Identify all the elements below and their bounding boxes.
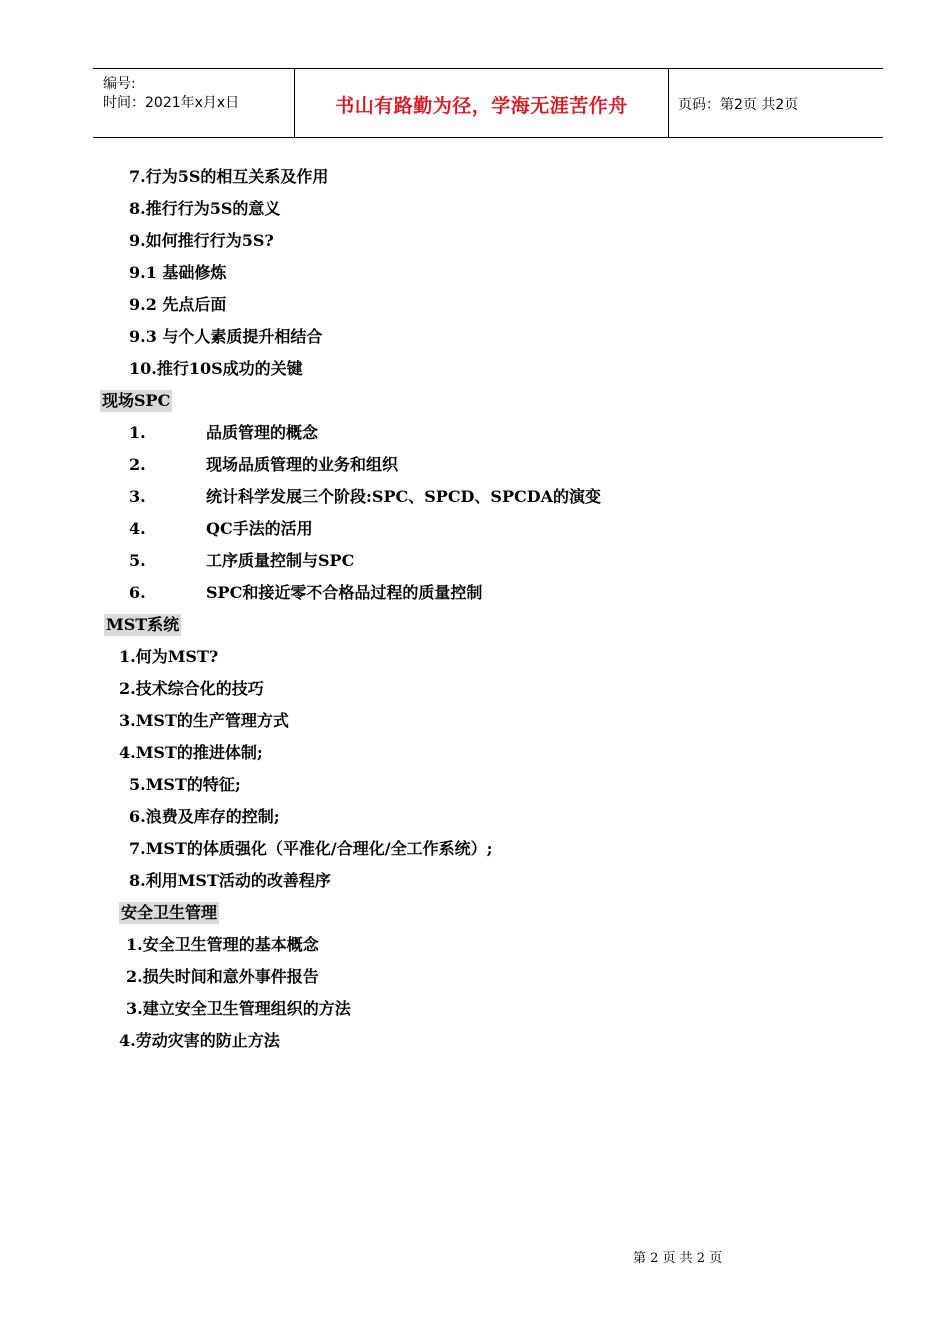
header-page-cell (668, 69, 883, 137)
spc-item-number: 1. (129, 423, 146, 442)
serial-label: 编号: (103, 76, 136, 92)
section-title-spc: 现场SPC (102, 391, 171, 410)
list-item: 9.如何推行行为5S? (129, 231, 274, 250)
motto-text: 书山有路勤为径，学海无涯苦作舟 (335, 95, 628, 117)
spc-item-text: 工序质量控制与SPC (206, 551, 355, 570)
list-item: 7.MST的体质强化（平准化/合理化/全工作系统）; (129, 839, 493, 858)
page-footer: 第 2 页 共 2 页 (633, 1251, 723, 1266)
list-item: 4.MST的推进体制; (119, 743, 263, 762)
list-item: 9.2 先点后面 (129, 295, 227, 314)
list-item: 6.浪费及库存的控制; (129, 807, 280, 826)
list-item: 2.损失时间和意外事件报告 (126, 967, 319, 986)
spc-item-text: 现场品质管理的业务和组织 (206, 455, 399, 474)
list-item: 1.安全卫生管理的基本概念 (126, 935, 319, 954)
spc-item-text: 统计科学发展三个阶段:SPC、SPCD、SPCDA的演变 (206, 487, 602, 506)
page-number-label: 页码：第2页 共2页 (678, 97, 799, 113)
spc-item-number: 4. (129, 519, 146, 538)
list-item: 5.MST的特征; (129, 775, 241, 794)
header-meta-cell (93, 69, 294, 137)
list-item: 1.何为MST? (119, 647, 219, 666)
spc-item-number: 3. (129, 487, 146, 506)
spc-item-number: 2. (129, 455, 146, 474)
list-item: 10.推行10S成功的关键 (129, 359, 303, 378)
page-header (93, 68, 883, 138)
list-item: 9.1 基础修炼 (129, 263, 227, 282)
spc-item-text: QC手法的活用 (206, 519, 313, 538)
spc-item-text: 品质管理的概念 (206, 423, 319, 442)
time-label: 时间：2021年x月x日 (103, 95, 240, 111)
list-item: 2.技术综合化的技巧 (119, 679, 264, 698)
list-item: 4.劳动灾害的防止方法 (119, 1031, 280, 1050)
list-item: 3.MST的生产管理方式 (119, 711, 289, 730)
list-item: 8.利用MST活动的改善程序 (129, 871, 331, 890)
section-title-safety: 安全卫生管理 (121, 903, 218, 922)
list-item: 9.3 与个人素质提升相结合 (129, 327, 323, 346)
list-item: 3.建立安全卫生管理组织的方法 (126, 999, 351, 1018)
list-item: 8.推行行为5S的意义 (129, 199, 281, 218)
spc-item-text: SPC和接近零不合格品过程的质量控制 (206, 583, 483, 602)
header-motto-cell (294, 69, 669, 137)
spc-item-number: 6. (129, 583, 146, 602)
spc-item-number: 5. (129, 551, 146, 570)
section-title-mst: MST系统 (106, 615, 180, 634)
list-item: 7.行为5S的相互关系及作用 (129, 167, 329, 186)
